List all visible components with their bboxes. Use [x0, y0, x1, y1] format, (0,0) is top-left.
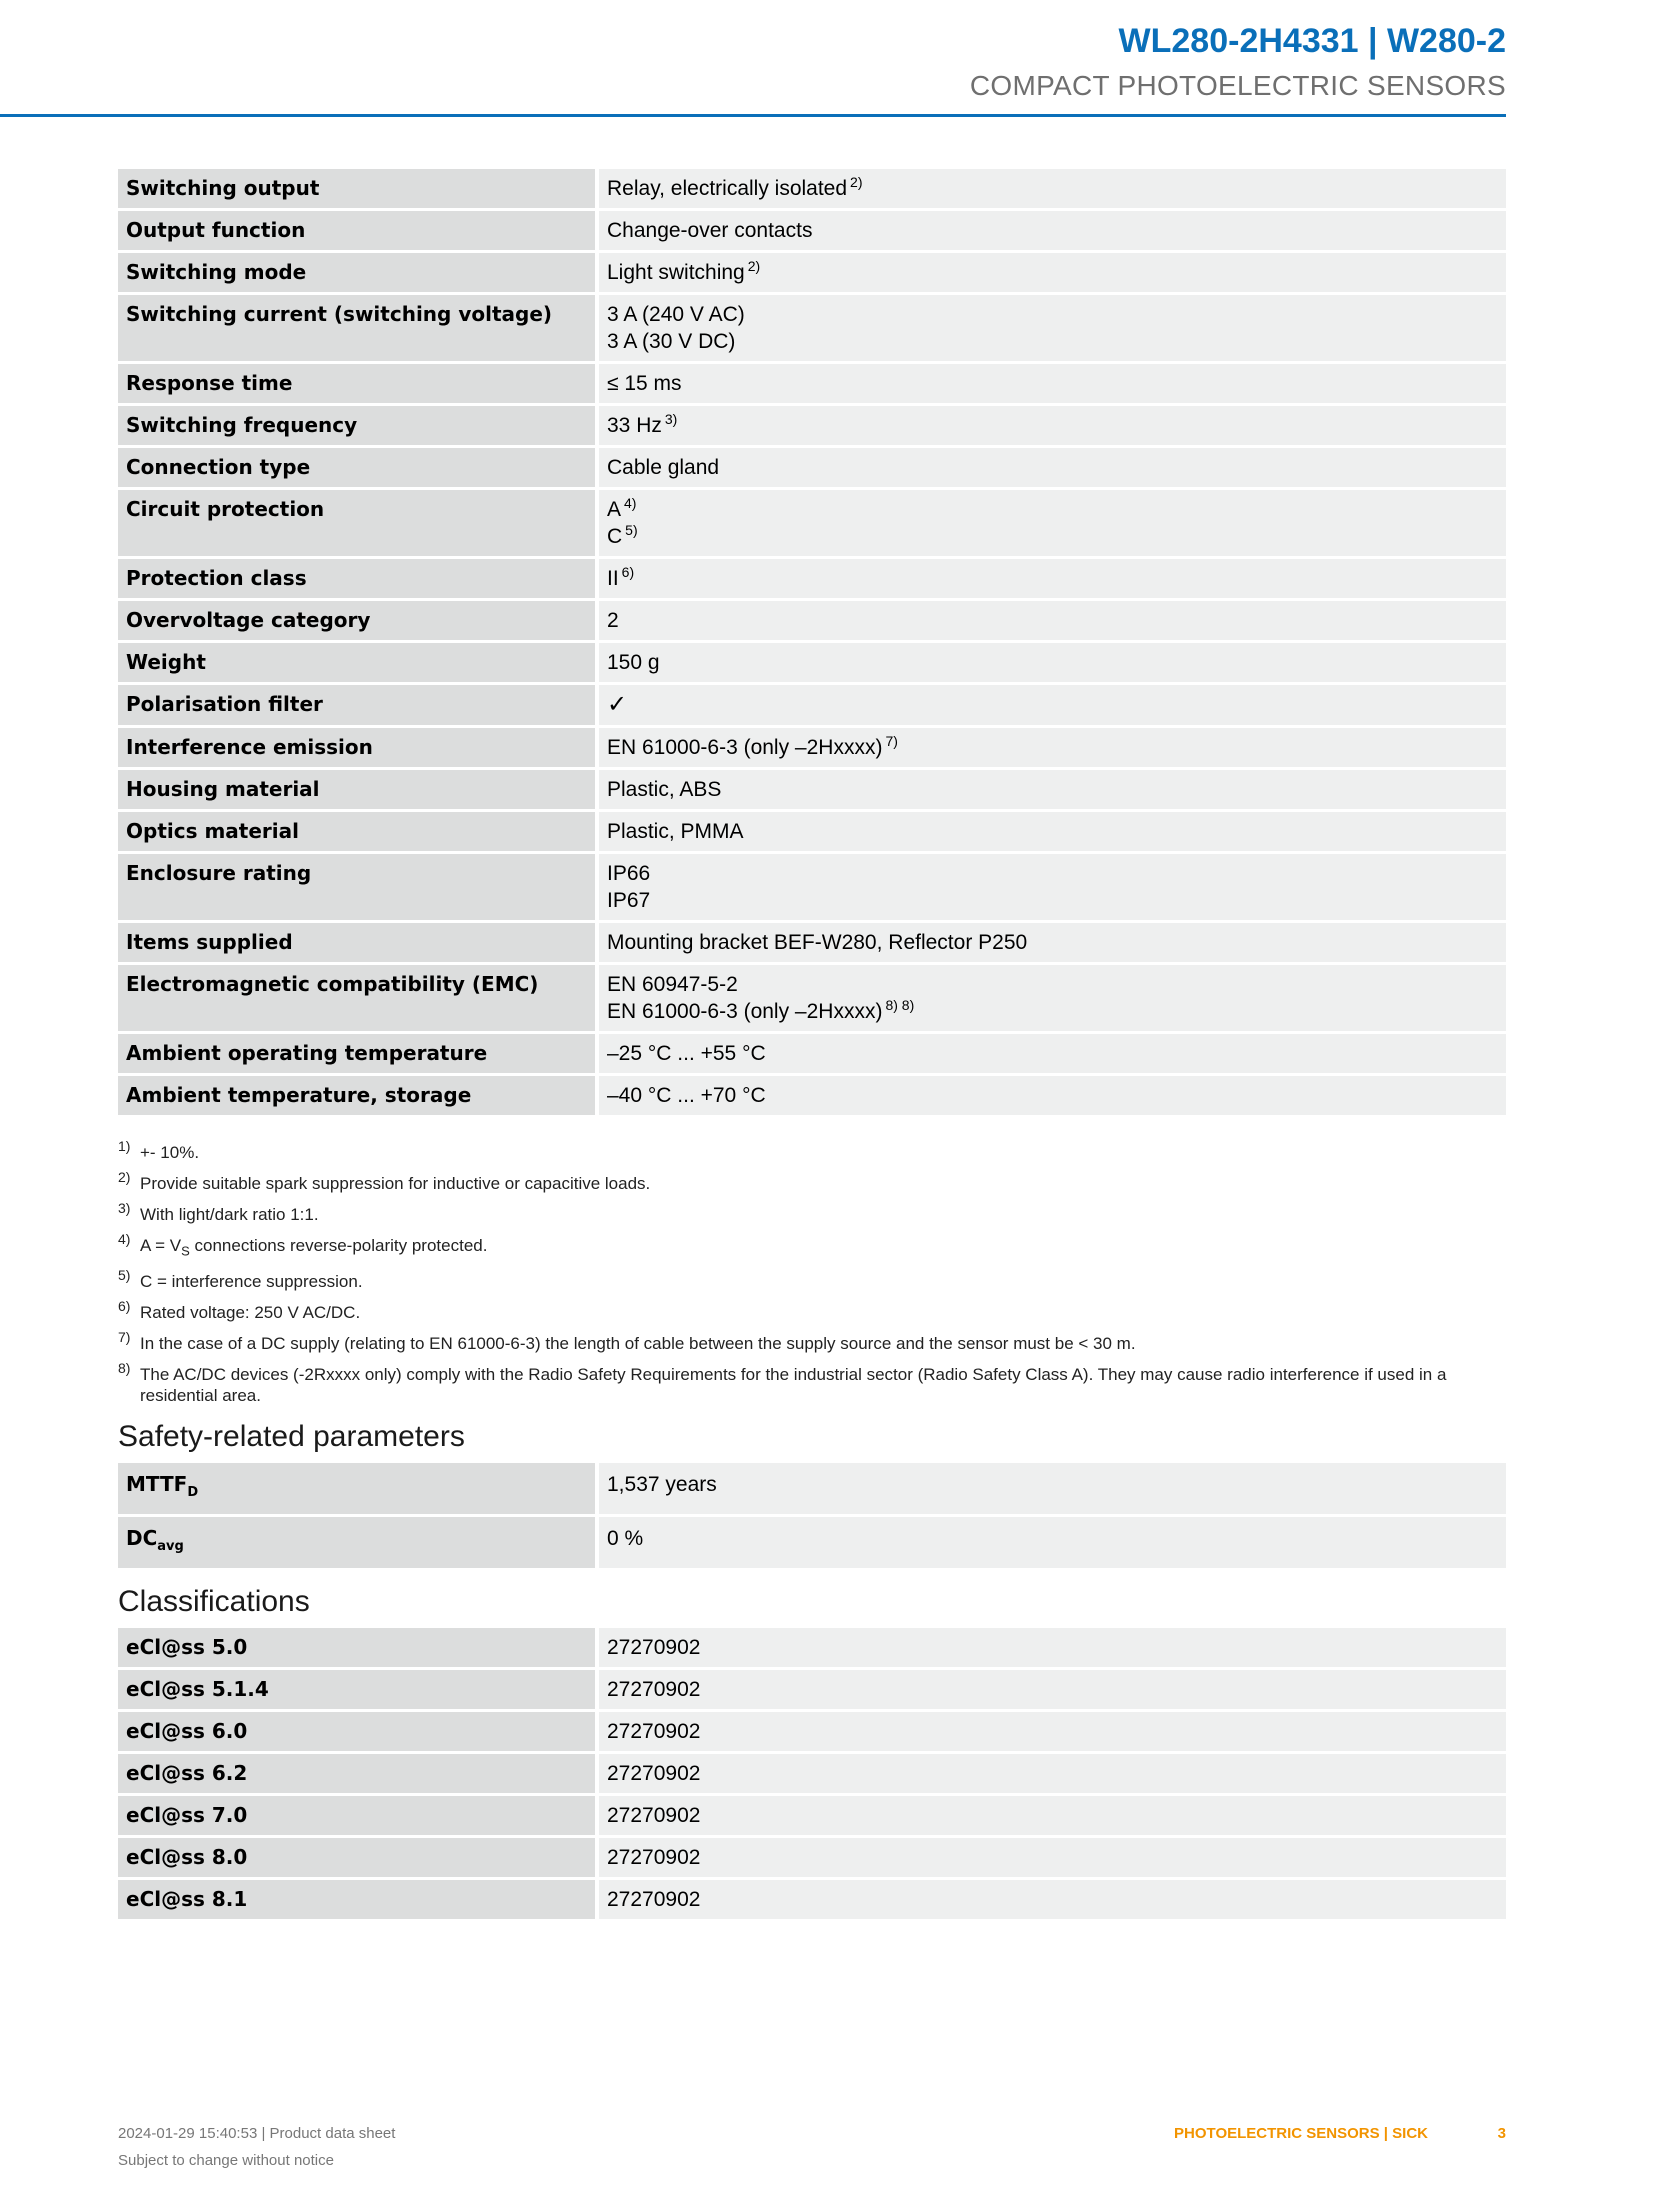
classification-row [118, 1754, 1506, 1793]
spec-value [599, 1034, 1506, 1073]
spec-key-text: Interference emission [126, 735, 373, 759]
spec-value-line [607, 691, 1498, 719]
spec-row [118, 169, 1506, 208]
spec-value-text: –25 °C ... +55 °C [607, 1042, 766, 1065]
spec-value-lines [607, 923, 1498, 962]
footnote-text-main: C = interference suppression. [140, 1272, 363, 1292]
footnote-ref: 7) [885, 733, 898, 749]
spec-value-text: 150 g [607, 651, 660, 674]
safety-value-text: 0 % [607, 1527, 644, 1551]
footnote-text [140, 1173, 1506, 1194]
spec-row [118, 728, 1506, 767]
spec-value [599, 812, 1506, 851]
spec-row [118, 295, 1506, 361]
spec-key-text: Protection class [126, 566, 307, 590]
safety-key-sub: avg [157, 1539, 184, 1555]
spec-value-line [607, 523, 1498, 550]
safety-row [118, 1463, 1506, 1514]
product-title: WL280-2H4331 | W280-2 [1118, 22, 1506, 60]
classification-value [599, 1628, 1506, 1667]
footnote [118, 1360, 1506, 1406]
safety-key-main: MTTF [126, 1472, 188, 1497]
safety-key [118, 1463, 599, 1514]
spec-value [599, 770, 1506, 809]
safety-heading: Safety-related parameters [118, 1420, 465, 1454]
classification-value-text: 27270902 [607, 1804, 701, 1828]
header-rule [0, 114, 1506, 117]
spec-key-text: Ambient temperature, storage [126, 1083, 472, 1107]
spec-value [599, 854, 1506, 920]
footnote-number: 1) [118, 1138, 131, 1154]
safety-value [599, 1517, 1506, 1568]
footnote-ref: 4) [624, 495, 637, 511]
classification-value-text: 27270902 [607, 1720, 701, 1744]
footnotes [118, 1138, 1506, 1406]
classification-row [118, 1628, 1506, 1667]
footnote [118, 1231, 1506, 1261]
footer-brand: PHOTOELECTRIC SENSORS | SICK [1174, 2125, 1428, 2142]
spec-key-text: Ambient operating temperature [126, 1041, 488, 1065]
spec-value-line [607, 734, 1498, 761]
spec-value [599, 211, 1506, 250]
footnote-number: 6) [118, 1298, 131, 1315]
classification-value [599, 1838, 1506, 1877]
spec-key-text: Housing material [126, 777, 320, 801]
footnote-text [140, 1333, 1506, 1354]
classification-key [118, 1880, 599, 1919]
footnote-ref: 5) [625, 522, 638, 538]
classification-key-text: eCl@ss 8.0 [126, 1845, 248, 1870]
spec-table [118, 166, 1506, 1118]
classification-key-text: eCl@ss 7.0 [126, 1803, 248, 1828]
footnote [118, 1200, 1506, 1225]
footnote-text [140, 1142, 1506, 1163]
spec-row [118, 1034, 1506, 1073]
footnote-ref: 2) [747, 258, 761, 274]
spec-value-text: Mounting bracket BEF-W280, Reflector P250 [607, 931, 1028, 954]
footnote-number: 3) [118, 1200, 131, 1216]
spec-row [118, 448, 1506, 487]
spec-value [599, 253, 1506, 292]
spec-key-text: Polarisation filter [126, 692, 323, 716]
spec-key-text: Optics material [126, 819, 299, 843]
safety-table [118, 1460, 1506, 1571]
spec-value-line [607, 649, 1498, 676]
spec-key [118, 1076, 599, 1115]
footnote-number: 2) [118, 1169, 131, 1185]
spec-key [118, 406, 599, 445]
spec-value-line [607, 1082, 1498, 1109]
safety-value [599, 1463, 1506, 1514]
spec-key-text: Circuit protection [126, 497, 325, 521]
spec-value-lines [607, 295, 1498, 361]
spec-value-text: 3 A (240 V AC) [607, 303, 745, 326]
footnote [118, 1138, 1506, 1163]
spec-key-text: Overvoltage category [126, 608, 371, 632]
spec-row [118, 812, 1506, 851]
safety-value-text: 1,537 years [607, 1473, 717, 1497]
spec-value-lines [607, 253, 1498, 292]
spec-value-text: EN 61000-6-3 (only –2Hxxxx) [607, 1000, 883, 1023]
classification-key-text: eCl@ss 5.1.4 [126, 1677, 269, 1702]
footnote-text [140, 1302, 1506, 1323]
footnote-text-pre: A = V [140, 1236, 182, 1255]
spec-value-lines [607, 1034, 1498, 1073]
spec-row [118, 770, 1506, 809]
spec-key [118, 169, 599, 208]
classification-key [118, 1796, 599, 1835]
spec-row [118, 364, 1506, 403]
spec-key [118, 643, 599, 682]
spec-row [118, 643, 1506, 682]
spec-key-text: Connection type [126, 455, 311, 479]
spec-value-text: –40 °C ... +70 °C [607, 1084, 766, 1107]
classification-value-text: 27270902 [607, 1678, 701, 1702]
classification-value [599, 1796, 1506, 1835]
spec-row [118, 601, 1506, 640]
spec-value-line [607, 776, 1498, 803]
spec-value-line [607, 971, 1498, 998]
spec-value-lines [607, 643, 1498, 682]
footnote-number: 5) [118, 1267, 131, 1284]
spec-value-text: Light switching [607, 261, 745, 284]
spec-value-line [607, 565, 1498, 592]
classification-key-text: eCl@ss 8.1 [126, 1887, 248, 1912]
spec-value-line [607, 607, 1498, 634]
spec-value-lines [607, 601, 1498, 640]
spec-value-text: 3 A (30 V DC) [607, 330, 736, 353]
spec-value-line [607, 175, 1498, 202]
spec-value-text: EN 61000-6-3 (only –2Hxxxx) [607, 736, 883, 759]
spec-key [118, 253, 599, 292]
footnote-text-sub: S [181, 1243, 190, 1259]
classification-key [118, 1754, 599, 1793]
spec-key [118, 295, 599, 361]
classification-value [599, 1670, 1506, 1709]
spec-value-line [607, 217, 1498, 244]
spec-key [118, 448, 599, 487]
safety-key [118, 1517, 599, 1568]
footnote-text [140, 1364, 1506, 1406]
classification-value-text: 27270902 [607, 1846, 701, 1870]
spec-value-text: C [607, 525, 623, 548]
safety-key-main: DC [126, 1526, 158, 1551]
spec-value [599, 923, 1506, 962]
spec-row [118, 685, 1506, 725]
footnote-number: 4) [118, 1231, 131, 1247]
footnote-text-main: +- 10%. [140, 1143, 200, 1162]
spec-key-text: Output function [126, 218, 306, 242]
spec-value-line [607, 887, 1498, 914]
spec-key-text: Switching mode [126, 260, 307, 284]
spec-value [599, 685, 1506, 725]
spec-key-text: Switching current (switching voltage) [126, 302, 553, 326]
spec-key [118, 601, 599, 640]
spec-value-text: IP66 [607, 862, 651, 885]
spec-row [118, 854, 1506, 920]
spec-key [118, 854, 599, 920]
spec-key [118, 770, 599, 809]
footnote-text-main: Provide suitable spark suppression for inductive or capacitive loads. [140, 1174, 651, 1193]
spec-value-line [607, 370, 1498, 397]
spec-value [599, 169, 1506, 208]
classifications-heading: Classifications [118, 1585, 310, 1619]
footnote-text [140, 1204, 1506, 1225]
spec-key-text: Switching frequency [126, 413, 358, 437]
classification-value [599, 1880, 1506, 1919]
footnote-text-main: The AC/DC devices (-2Rxxxx only) comply with the Radio Safety Requirements for the industrial sector (Radio Safety Class A). They may cause radio interference if used in a residential area. [140, 1365, 1447, 1406]
spec-value-text: 2 [607, 609, 619, 632]
footnote-number: 8) [118, 1360, 131, 1377]
spec-value [599, 601, 1506, 640]
spec-value-lines [607, 965, 1498, 1031]
spec-key [118, 364, 599, 403]
spec-value-lines [607, 728, 1498, 767]
classification-row [118, 1670, 1506, 1709]
spec-value-lines [607, 812, 1498, 851]
spec-value-line [607, 454, 1498, 481]
spec-value-line [607, 496, 1498, 523]
classification-key [118, 1628, 599, 1667]
classification-row [118, 1712, 1506, 1751]
spec-value [599, 364, 1506, 403]
spec-key [118, 812, 599, 851]
classification-key [118, 1712, 599, 1751]
spec-value-line [607, 259, 1498, 286]
footnote [118, 1267, 1506, 1292]
classification-key [118, 1670, 599, 1709]
spec-key-text: Electromagnetic compatibility (EMC) [126, 972, 539, 996]
classifications-table [118, 1625, 1506, 1922]
footnote-ref: 3) [664, 411, 678, 427]
spec-value-lines [607, 490, 1498, 556]
classification-value-text: 27270902 [607, 1762, 701, 1786]
footnote [118, 1169, 1506, 1194]
spec-value-lines [607, 448, 1498, 487]
footnote-ref: 8) 8) [885, 997, 915, 1013]
footnote [118, 1329, 1506, 1354]
spec-value [599, 406, 1506, 445]
spec-value-line [607, 301, 1498, 328]
spec-key-text: Items supplied [126, 930, 293, 954]
spec-value-text: IP67 [607, 889, 651, 912]
spec-value-text: Change-over contacts [607, 219, 813, 242]
spec-row [118, 1076, 1506, 1115]
safety-key-text [126, 1517, 587, 1568]
spec-value-lines [607, 364, 1498, 403]
footnote-text-main: Rated voltage: 250 V AC/DC. [140, 1303, 361, 1323]
spec-key-text: Weight [126, 650, 206, 674]
footnote-text-main: With light/dark ratio 1:1. [140, 1205, 319, 1224]
spec-value [599, 728, 1506, 767]
footer-date: 2024-01-29 15:40:53 | Product data sheet [118, 2125, 396, 2142]
spec-key [118, 559, 599, 598]
spec-value-line [607, 818, 1498, 845]
product-subtitle: COMPACT PHOTOELECTRIC SENSORS [969, 70, 1506, 101]
classification-key-text: eCl@ss 6.2 [126, 1761, 248, 1786]
spec-key [118, 728, 599, 767]
safety-key-text [126, 1463, 587, 1514]
spec-value [599, 490, 1506, 556]
spec-row [118, 965, 1506, 1031]
spec-key [118, 685, 599, 725]
footnote-text-main: In the case of a DC supply (relating to EN 61000-6-3) the length of cable between the supply source and the sensor must be < 30 m. [140, 1334, 1136, 1354]
spec-key [118, 211, 599, 250]
spec-key [118, 490, 599, 556]
spec-value-text: 33 Hz [607, 414, 662, 437]
spec-value-line [607, 1040, 1498, 1067]
spec-key-text: Response time [126, 371, 293, 395]
footnote [118, 1298, 1506, 1323]
spec-value-line [607, 998, 1498, 1025]
spec-value [599, 559, 1506, 598]
spec-value [599, 448, 1506, 487]
spec-row [118, 490, 1506, 556]
classification-value-text: 27270902 [607, 1636, 701, 1660]
classification-key-text: eCl@ss 5.0 [126, 1635, 248, 1660]
spec-key [118, 965, 599, 1031]
spec-value-line [607, 412, 1498, 439]
footnote-text [140, 1271, 1506, 1292]
classification-row [118, 1880, 1506, 1919]
spec-value-line [607, 929, 1498, 956]
spec-value [599, 643, 1506, 682]
spec-value-text: Cable gland [607, 456, 720, 479]
spec-value-line [607, 328, 1498, 355]
spec-value-lines [607, 770, 1498, 809]
safety-row [118, 1517, 1506, 1568]
footnote-text-main: connections reverse-polarity protected. [189, 1236, 488, 1255]
spec-row [118, 253, 1506, 292]
main-content [118, 166, 1506, 1922]
classification-row [118, 1796, 1506, 1835]
spec-key [118, 1034, 599, 1073]
classification-value [599, 1754, 1506, 1793]
spec-value-lines [607, 559, 1498, 598]
footnote-number: 7) [118, 1329, 131, 1346]
spec-value-line [607, 860, 1498, 887]
spec-row [118, 406, 1506, 445]
spec-value-lines [607, 685, 1498, 725]
classification-row [118, 1838, 1506, 1877]
footer-notice: Subject to change without notice [118, 2152, 334, 2169]
footnote-ref: 2) [850, 174, 863, 190]
spec-value-text: A [607, 498, 622, 521]
page-number: 3 [1497, 2125, 1506, 2142]
classification-key [118, 1838, 599, 1877]
spec-value-lines [607, 211, 1498, 250]
spec-row [118, 211, 1506, 250]
spec-value-text: ✓ [607, 691, 628, 718]
spec-row [118, 559, 1506, 598]
footnote-ref: 6) [621, 564, 635, 580]
spec-value-text: Plastic, PMMA [607, 820, 744, 843]
spec-value-lines [607, 406, 1498, 445]
spec-value [599, 295, 1506, 361]
footnote-text [140, 1235, 1506, 1261]
spec-key [118, 923, 599, 962]
spec-value [599, 1076, 1506, 1115]
spec-value-lines [607, 169, 1498, 208]
spec-value-text: II [607, 567, 619, 590]
spec-key-text: Switching output [126, 176, 320, 200]
spec-value-lines [607, 854, 1498, 920]
safety-key-sub: D [187, 1485, 199, 1501]
spec-value-text: ≤ 15 ms [607, 372, 682, 395]
spec-key-text: Enclosure rating [126, 861, 312, 885]
classification-key-text: eCl@ss 6.0 [126, 1719, 248, 1744]
spec-value-text: Plastic, ABS [607, 778, 722, 801]
spec-value [599, 965, 1506, 1031]
spec-row [118, 923, 1506, 962]
spec-value-lines [607, 1076, 1498, 1115]
spec-value-text: EN 60947-5-2 [607, 973, 738, 996]
classification-value [599, 1712, 1506, 1751]
spec-value-text: Relay, electrically isolated [607, 177, 848, 200]
classification-value-text: 27270902 [607, 1888, 701, 1912]
